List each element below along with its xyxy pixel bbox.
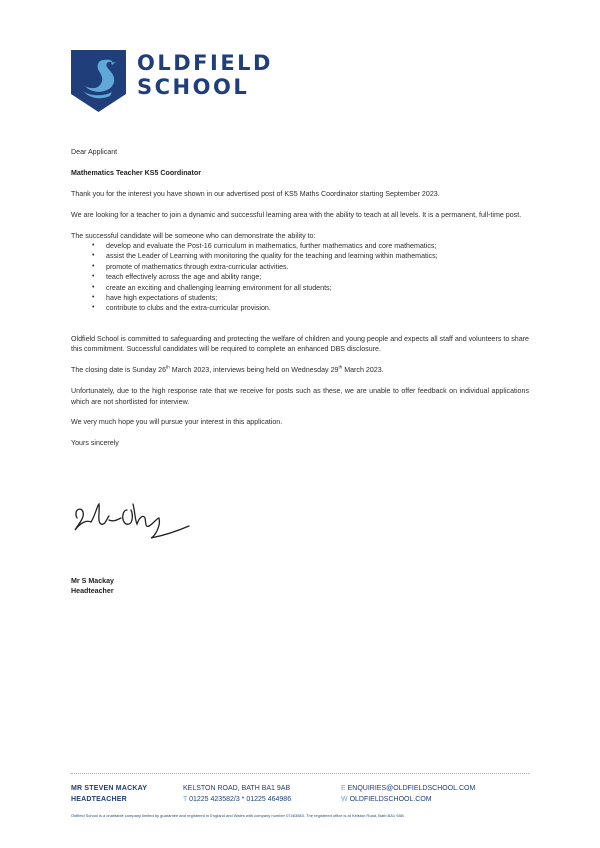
list-item: • develop and evaluate the Post-16 curriculum in mathematics, further mathematics and core mathematics;: [92, 241, 529, 251]
footer-online-block: [341, 784, 475, 805]
logo-wordmark: [137, 51, 273, 99]
logo-line-2: SCHOOL: [137, 75, 250, 99]
footer-legal-note: Oldfield School is a charitable company limited by guarantee and registered in England and Wales with company number 07463583. The registered office is at Kelston Road, Bath BA1 9AB: [71, 813, 404, 818]
list-item: • assist the Leader of Learning with monitoring the quality for the teaching and learning within mathematics;: [92, 251, 529, 261]
closing-sup-2: th: [338, 364, 343, 370]
salutation: Dear Applicant: [71, 148, 118, 156]
footer-website-line[interactable]: [341, 795, 475, 806]
signer-name: Mr S Mackay: [71, 577, 114, 585]
list-item: • promote of mathematics through extra-curricular activities.: [92, 262, 529, 272]
paragraph-hope: We very much hope you will pursue your interest in this application.: [71, 418, 283, 427]
logo-line-1: OLDFIELD: [137, 51, 273, 75]
closing-sup-1: th: [166, 364, 170, 370]
phone-mark: T: [183, 795, 188, 803]
footer-contact-person: [71, 784, 147, 805]
email-mark: E: [341, 785, 346, 792]
signer-block: [71, 576, 114, 597]
footer-role: HEADTEACHER: [71, 795, 127, 803]
footer-name: MR STEVEN MACKAY: [71, 785, 148, 792]
paragraph-feedback: Unfortunately, due to the high response rate that we receive for posts such as these, we are unable to offer feedback on individual applications which are not shortlisted for interview.: [71, 387, 529, 406]
paragraph-closing-date: [71, 365, 529, 375]
list-item: • teach effectively across the age and ability range;: [92, 272, 529, 282]
subject-line: Mathematics Teacher KS5 Coordinator: [71, 168, 201, 177]
closing-middle: March 2023, interviews being held on Wednesday 29: [169, 366, 339, 375]
list-item: • create an exciting and challenging learning environment for all students;: [92, 283, 529, 293]
letter-body: [71, 147, 529, 459]
footer-website[interactable]: OLDFIELDSCHOOL.COM: [349, 795, 432, 803]
footer-phone: 01225 423582/3 * 01225 464986: [189, 795, 292, 803]
paragraph-safeguarding: Oldfield School is committed to safeguarding and protecting the welfare of children and young people and expects all staff and volunteers to share this commitment. Successful candidates will be required to complete an enhanced DBS disclosure.: [71, 334, 529, 354]
school-logo: [71, 50, 273, 112]
closing-prefix: The closing date is Sunday 26: [71, 366, 167, 375]
requirements-list: [71, 241, 529, 314]
list-intro: The successful candidate will be someone who can demonstrate the ability to:: [71, 231, 316, 240]
footer-address-block: [183, 784, 291, 805]
footer-divider: [71, 773, 529, 774]
list-item: • have high expectations of students;: [92, 293, 529, 303]
footer-address: KELSTON ROAD, BATH BA1 9AB: [183, 785, 291, 792]
swan-crest-icon: [71, 50, 126, 112]
signoff: Yours sincerely: [71, 439, 119, 448]
footer-email[interactable]: ENQUIRIES@OLDFIELDSCHOOL.COM: [347, 785, 476, 792]
web-mark: W: [341, 795, 348, 803]
paragraph-intro: Thank you for the interest you have shown in our advertised post of KS5 Maths Coordinator starting September 2023.: [71, 189, 440, 198]
paragraph-role: We are looking for a teacher to join a dynamic and successful learning area with the ability to teach at all levels. It is a permanent, full-time post.: [71, 210, 522, 219]
footer-phone-line: [183, 795, 291, 806]
signer-title: Headteacher: [71, 587, 114, 596]
footer-email-line[interactable]: [341, 784, 475, 795]
list-item: • contribute to clubs and the extra-curricular provision.: [92, 303, 529, 313]
signature-image: [71, 496, 201, 546]
closing-suffix: March 2023.: [342, 366, 384, 375]
